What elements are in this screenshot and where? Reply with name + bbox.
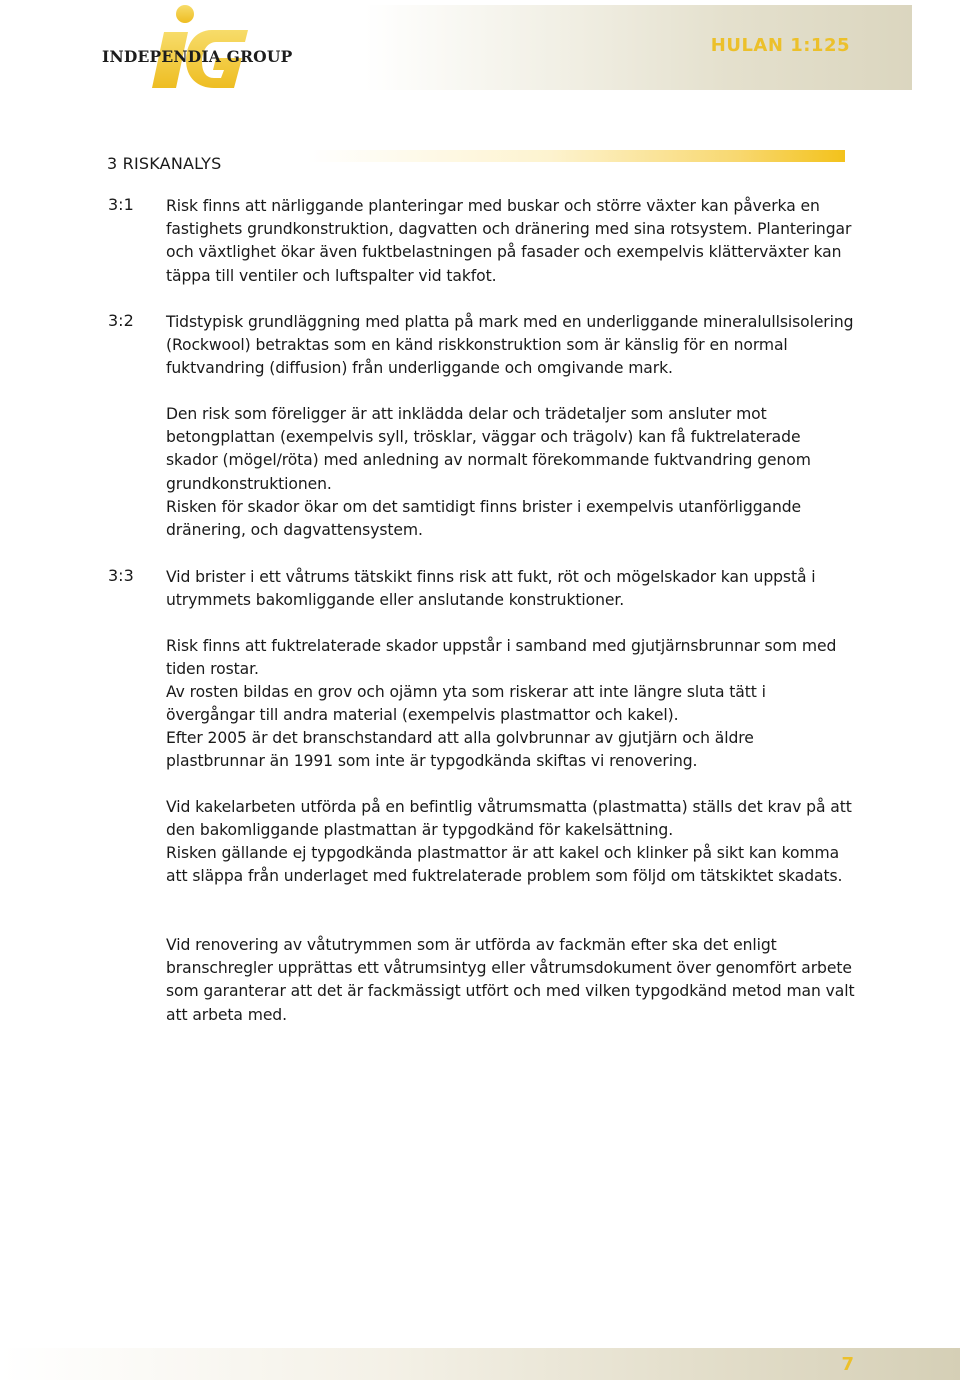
risk-paragraph: Vid renovering av våtutrymmen som är utförda av fackmän efter ska det enligt branschregler upprättas ett våtrumsintyg eller våtrumsdokument över genomfört arbete som garanterar att det är fackmässigt utfört och med vilken typgodkänd metod man valt att arbeta med.	[166, 936, 855, 1024]
risk-paragraph: Risk finns att närliggande planteringar med buskar och större växter kan påverka en fastighets grundkonstruktion, dagvatten och dränering med sina rotsystem. Planteringar och växtlighet ökar även fuktbelastningen på fasader och exempelvis klätterväxter kan täppa till ventiler och luftspalter vid takfot.	[166, 197, 852, 285]
risk-number: 3:1	[108, 195, 134, 214]
risk-paragraph: Risken gällande ej typgodkända plastmattor är att kakel och klinker på sikt kan komma att släppa från underlaget med fuktrelaterade problem som följd om tätskiktet skadats.	[166, 844, 843, 886]
risk-paragraph: Vid kakelarbeten utförda på en befintlig våtrumsmatta (plastmatta) ställs det krav på att den bakomliggande plastmattan är typgodkänd för kakelsättning.	[166, 798, 852, 840]
section-accent-bar	[308, 150, 845, 162]
risk-number: 3:3	[108, 566, 134, 585]
risk-paragraph: Risk finns att fuktrelaterade skador uppstår i samband med gjutjärnsbrunnar som med tiden rostar.	[166, 637, 837, 679]
risk-paragraph: Risken för skador ökar om det samtidigt finns brister i exempelvis utanförliggande dränering, och dagvattensystem.	[166, 498, 802, 540]
risk-paragraph: Vid brister i ett våtrums tätskikt finns risk att fukt, röt och mögelskador kan uppstå i utrymmets bakomliggande eller anslutande konstruktioner.	[166, 568, 816, 610]
page-number: 7	[841, 1354, 854, 1375]
section-heading: 3 RISKANALYS	[107, 154, 222, 173]
risk-paragraph: Efter 2005 är det branschstandard att alla golvbrunnar av gjutjärn och äldre plastbrunnar än 1991 som inte är typgodkända skiftas vi renovering.	[166, 729, 754, 771]
risk-paragraph: Tidstypisk grundläggning med platta på mark med en underliggande mineralullsisolering (Rockwool) betraktas som en känd riskkonstruktion som är känslig för en normal fuktvandring (diffusion) från underliggande och omgivande mark.	[166, 313, 854, 378]
risk-paragraph: Av rosten bildas en grov och ojämn yta som riskerar att inte längre sluta tätt i övergångar till andra material (exempelvis plastmattor och kakel).	[166, 683, 766, 725]
document-title: HULAN 1:125	[710, 35, 850, 56]
risk-number: 3:2	[108, 311, 134, 330]
footer-band	[0, 1348, 960, 1380]
risk-paragraph: Den risk som föreligger är att inklädda delar och trädetaljer som ansluter mot betongplattan (exempelvis syll, trösklar, väggar och trägolv) kan få fuktrelaterade skador (mögel/röta) med anledning av normalt förekommande fuktvandring genom grundkonstruktionen.	[166, 405, 811, 493]
company-logo-text: INDEPENDIA GROUP	[102, 47, 293, 66]
independia-logo-icon	[150, 2, 250, 90]
